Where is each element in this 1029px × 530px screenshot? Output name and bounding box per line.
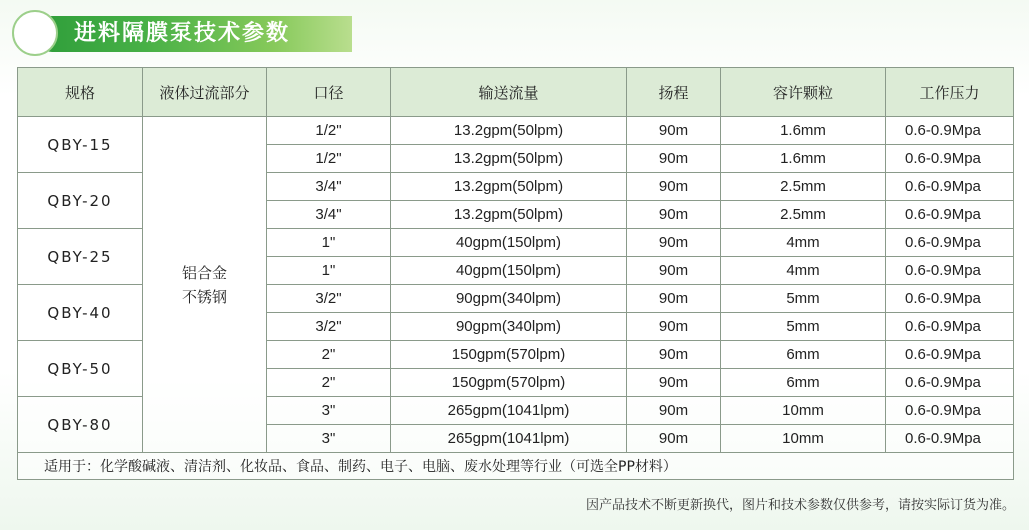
caliber-cell: 3" [267,397,391,425]
flow-cell: 265gpm(1041lpm) [391,425,627,453]
caliber-cell: 3/2" [267,285,391,313]
pressure-cell: 0.6-0.9Mpa [886,369,1014,397]
particle-cell: 6mm [721,341,886,369]
head-cell: 90m [627,285,721,313]
head-cell: 90m [627,369,721,397]
pressure-cell: 0.6-0.9Mpa [886,397,1014,425]
material-cell [143,117,267,453]
head-cell: 90m [627,145,721,173]
particle-cell: 6mm [721,369,886,397]
head-cell: 90m [627,425,721,453]
flow-cell: 40gpm(150lpm) [391,229,627,257]
model-cell: QBY-15 [18,117,143,173]
particle-cell: 2.5mm [721,201,886,229]
flow-cell: 40gpm(150lpm) [391,257,627,285]
column-header: 规格 [18,68,143,117]
table-header-row [18,68,1014,117]
section-banner [12,10,352,56]
model-cell: QBY-20 [18,173,143,229]
flow-cell: 13.2gpm(50lpm) [391,201,627,229]
particle-cell: 5mm [721,313,886,341]
material-label: 铝合金 [181,263,227,282]
applicability-row [18,453,1014,480]
caliber-cell: 1" [267,257,391,285]
column-header: 工作压力 [886,68,1014,117]
caliber-cell: 3/4" [267,201,391,229]
head-cell: 90m [627,397,721,425]
flow-cell: 265gpm(1041lpm) [391,397,627,425]
caliber-cell: 2" [267,369,391,397]
material-label: 不锈钢 [181,287,227,306]
head-cell: 90m [627,173,721,201]
particle-cell: 4mm [721,257,886,285]
column-header: 液体过流部分 [143,68,267,117]
pressure-cell: 0.6-0.9Mpa [886,313,1014,341]
caliber-cell: 1/2" [267,117,391,145]
caliber-cell: 3" [267,425,391,453]
pressure-cell: 0.6-0.9Mpa [886,425,1014,453]
caliber-cell: 3/4" [267,173,391,201]
flow-cell: 13.2gpm(50lpm) [391,145,627,173]
head-cell: 90m [627,341,721,369]
flow-cell: 13.2gpm(50lpm) [391,117,627,145]
caliber-cell: 1" [267,229,391,257]
head-cell: 90m [627,313,721,341]
flow-cell: 13.2gpm(50lpm) [391,173,627,201]
head-cell: 90m [627,201,721,229]
pressure-cell: 0.6-0.9Mpa [886,229,1014,257]
head-cell: 90m [627,117,721,145]
model-cell: QBY-25 [18,229,143,285]
caliber-cell: 1/2" [267,145,391,173]
table-row [18,117,1014,145]
head-cell: 90m [627,229,721,257]
particle-cell: 4mm [721,229,886,257]
caliber-cell: 3/2" [267,313,391,341]
flow-cell: 90gpm(340lpm) [391,285,627,313]
banner-ring-decoration [12,10,58,56]
flow-cell: 90gpm(340lpm) [391,313,627,341]
pressure-cell: 0.6-0.9Mpa [886,173,1014,201]
column-header: 输送流量 [391,68,627,117]
flow-cell: 150gpm(570lpm) [391,369,627,397]
head-cell: 90m [627,257,721,285]
pressure-cell: 0.6-0.9Mpa [886,117,1014,145]
spec-table [17,67,1014,480]
pressure-cell: 0.6-0.9Mpa [886,145,1014,173]
disclaimer-note: 因产品技术不断更新换代，图片和技术参数仅供参考，请按实际订货为准。 [585,498,1015,513]
column-header: 扬程 [627,68,721,117]
flow-cell: 150gpm(570lpm) [391,341,627,369]
model-cell: QBY-80 [18,397,143,453]
pressure-cell: 0.6-0.9Mpa [886,341,1014,369]
model-cell: QBY-50 [18,341,143,397]
particle-cell: 1.6mm [721,145,886,173]
model-cell: QBY-40 [18,285,143,341]
pressure-cell: 0.6-0.9Mpa [886,285,1014,313]
caliber-cell: 2" [267,341,391,369]
column-header: 容许颗粒 [721,68,886,117]
particle-cell: 1.6mm [721,117,886,145]
particle-cell: 10mm [721,425,886,453]
page-title: 进料隔膜泵技术参数 [74,21,291,46]
pressure-cell: 0.6-0.9Mpa [886,201,1014,229]
particle-cell: 5mm [721,285,886,313]
particle-cell: 2.5mm [721,173,886,201]
table-body [18,117,1014,453]
particle-cell: 10mm [721,397,886,425]
applicability-note: 适用于：化学酸碱液、清洁剂、化妆品、食品、制药、电子、电脑、废水处理等行业（可选全PP材料） [18,453,1014,480]
pressure-cell: 0.6-0.9Mpa [886,257,1014,285]
column-header: 口径 [267,68,391,117]
